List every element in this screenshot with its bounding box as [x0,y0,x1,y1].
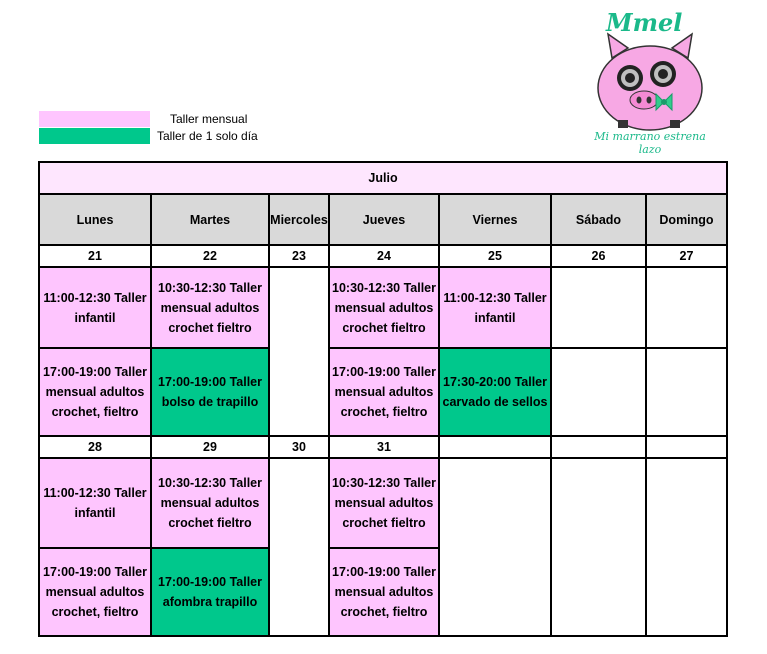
day-header-wednesday: Miercoles [269,194,329,245]
day-header-thursday: Jueves [329,194,439,245]
event-cell: 17:00-19:00 Taller bolso de trapillo [151,348,269,436]
empty-cell [269,458,329,636]
date-cell [439,436,551,458]
empty-cell [269,267,329,436]
logo [588,8,712,156]
event-cell: 10:30-12:30 Taller mensual adultos crochet fieltro [151,458,269,548]
event-cell: 11:00-12:30 Taller infantil [439,267,551,348]
legend-swatch-monthly [39,111,150,127]
empty-cell [439,458,551,636]
event-cell: 17:00-19:00 Taller afombra trapillo [151,548,269,636]
event-cell: 11:00-12:30 Taller infantil [39,267,151,348]
date-cell: 22 [151,245,269,267]
date-cell: 27 [646,245,727,267]
empty-cell [646,458,727,636]
day-header-saturday: Sábado [551,194,646,245]
date-cell: 25 [439,245,551,267]
day-header-sunday: Domingo [646,194,727,245]
event-cell: 17:00-19:00 Taller mensual adultos crochet, fieltro [39,548,151,636]
date-cell: 29 [151,436,269,458]
event-cell: 10:30-12:30 Taller mensual adultos crochet fieltro [151,267,269,348]
date-cell [646,436,727,458]
legend-swatch-one-day [39,128,150,144]
empty-cell [551,348,646,436]
legend-label-one-day: Taller de 1 solo día [157,129,258,143]
day-header-tuesday: Martes [151,194,269,245]
logo-brand: Mmel [606,8,683,37]
empty-cell [551,267,646,348]
empty-cell [646,267,727,348]
event-cell: 17:00-19:00 Taller mensual adultos crochet, fieltro [39,348,151,436]
date-cell: 30 [269,436,329,458]
logo-tagline: Mi marrano estrena lazo [594,130,706,156]
date-cell: 21 [39,245,151,267]
legend-label-monthly: Taller mensual [170,112,248,126]
event-cell: 10:30-12:30 Taller mensual adultos crochet fieltro [329,458,439,548]
month-title: Julio [39,162,727,194]
day-header-friday: Viernes [439,194,551,245]
event-cell: 17:30-20:00 Taller carvado de sellos [439,348,551,436]
date-cell: 24 [329,245,439,267]
day-header-monday: Lunes [39,194,151,245]
date-cell [551,436,646,458]
date-cell: 31 [329,436,439,458]
event-cell: 17:00-19:00 Taller mensual adultos crochet, fieltro [329,548,439,636]
calendar-table [38,161,728,637]
empty-cell [646,348,727,436]
date-cell: 28 [39,436,151,458]
date-cell: 26 [551,245,646,267]
event-cell: 10:30-12:30 Taller mensual adultos crochet fieltro [329,267,439,348]
event-cell: 11:00-12:30 Taller infantil [39,458,151,548]
date-cell: 23 [269,245,329,267]
empty-cell [551,458,646,636]
event-cell: 17:00-19:00 Taller mensual adultos crochet, fieltro [329,348,439,436]
